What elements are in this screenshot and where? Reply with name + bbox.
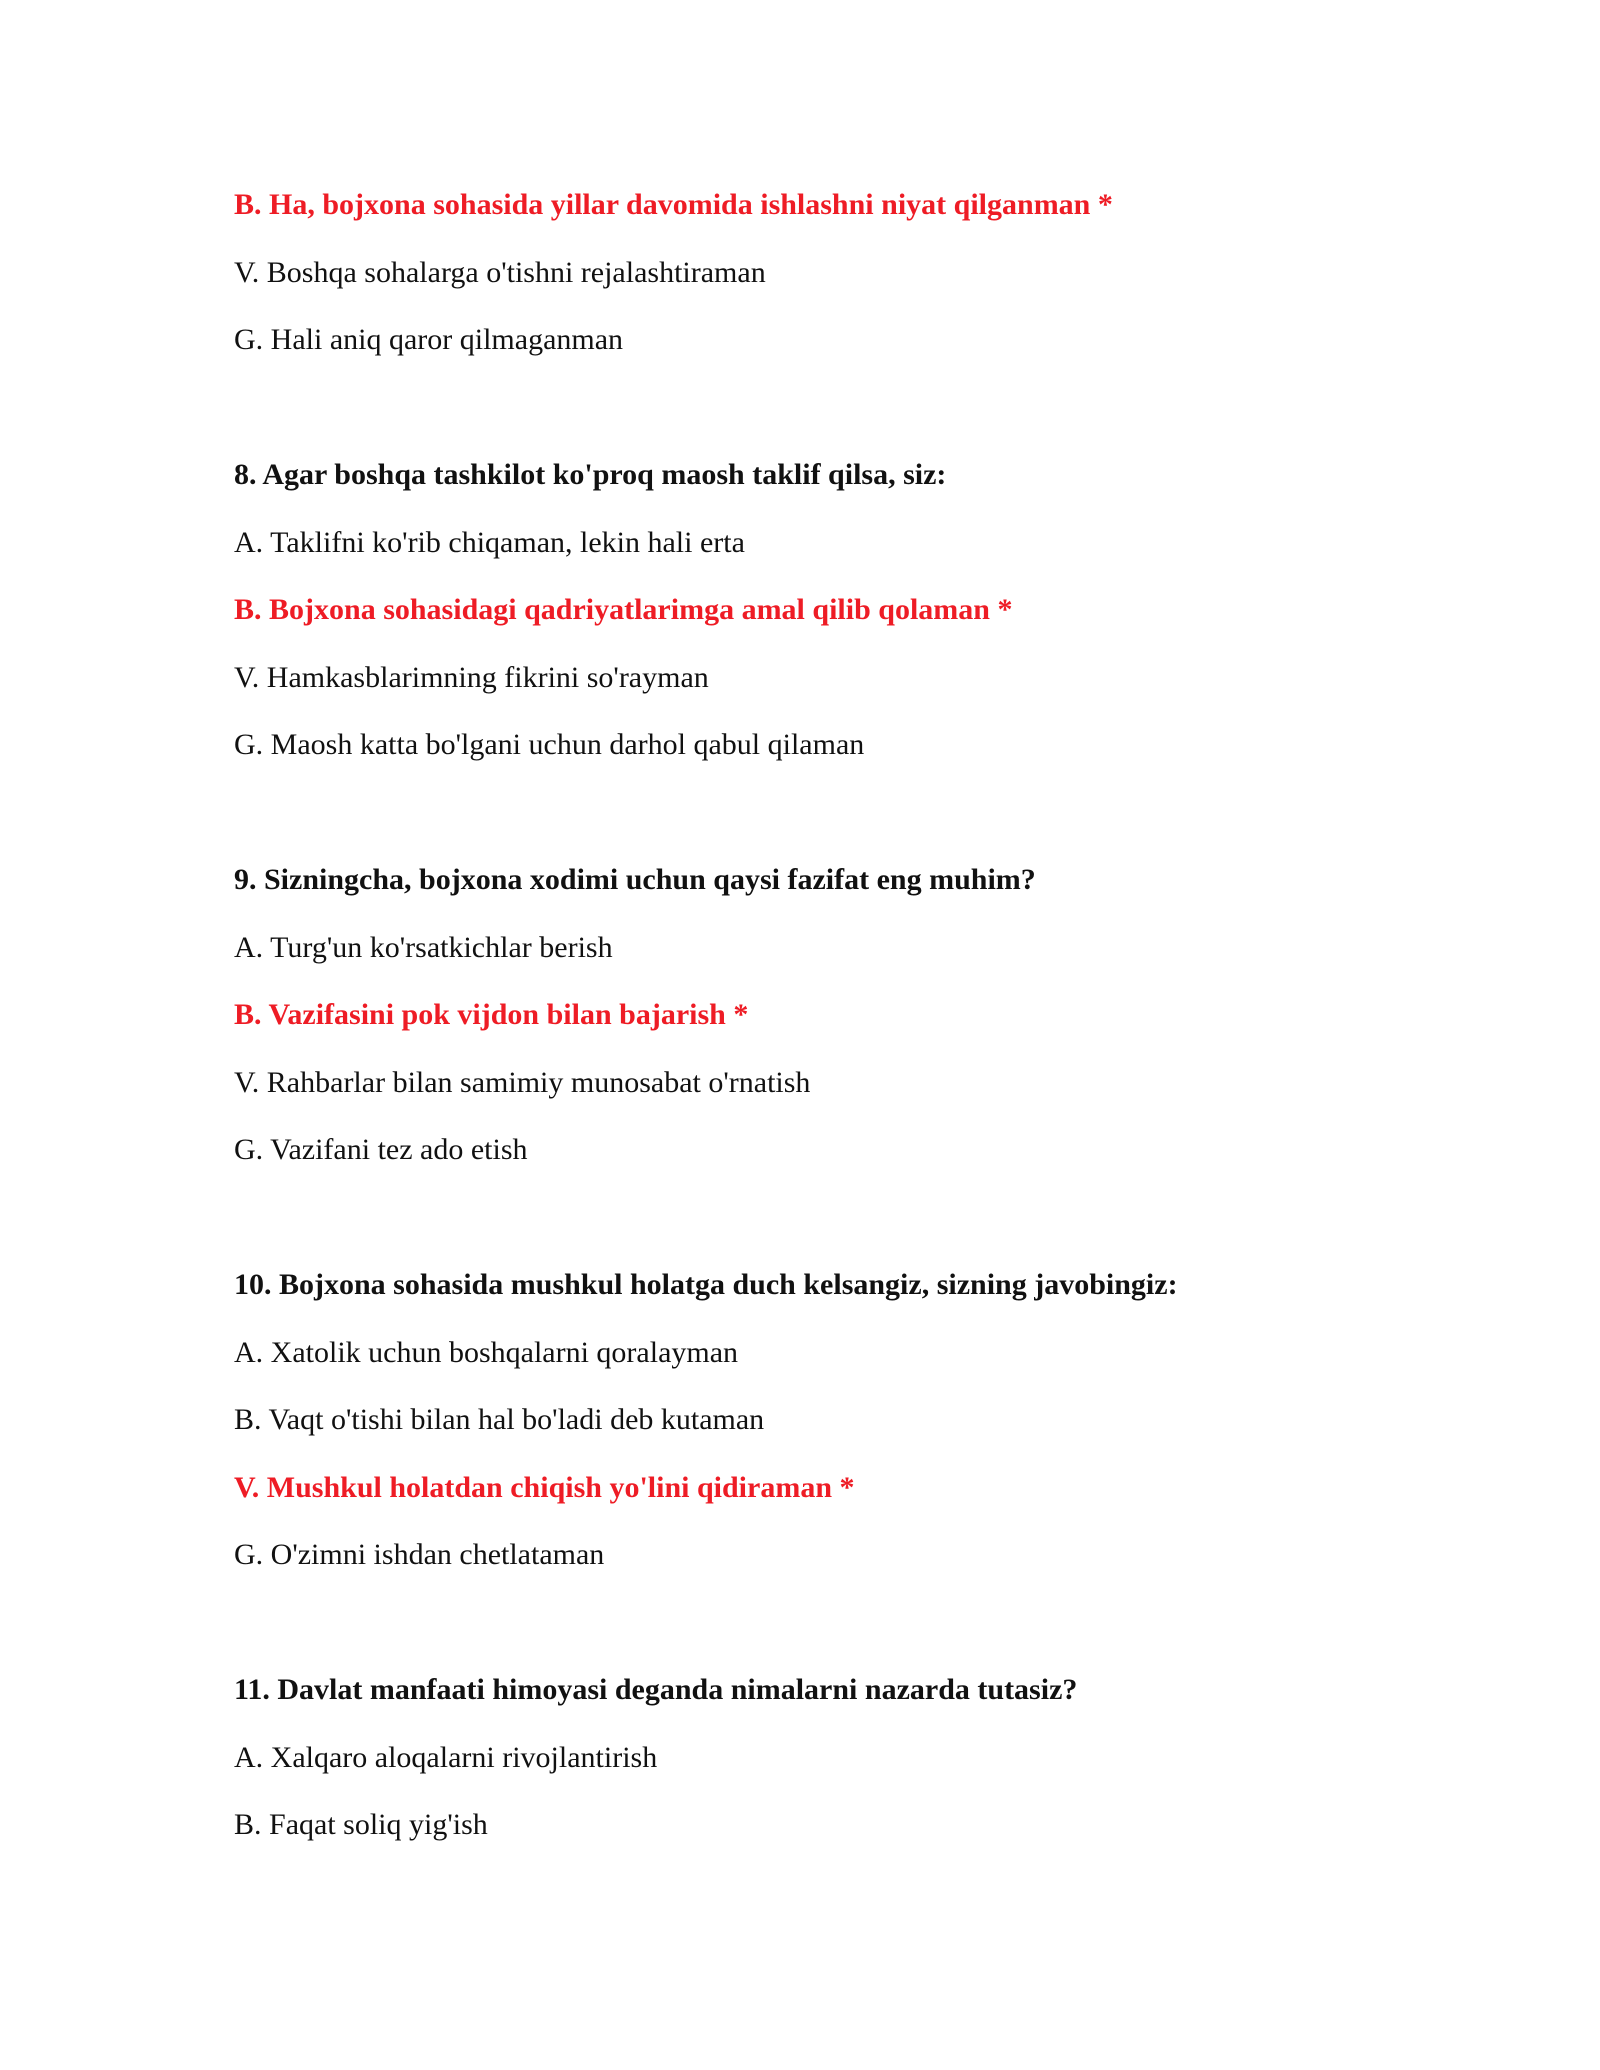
answer-option-correct: B. Bojxona sohasidagi qadriyatlarimga amal qilib qolaman *	[234, 593, 1013, 626]
answer-option-correct: V. Mushkul holatdan chiqish yo'lini qidiraman *	[234, 1470, 855, 1504]
question-title: 11. Davlat manfaati himoyasi deganda nimalarni nazarda tutasiz?	[234, 1673, 1078, 1706]
spacer	[234, 1599, 1414, 1667]
answer-option: A. Xalqaro aloqalarni rivojlantirish	[234, 1740, 658, 1774]
answer-option: B. Faqat soliq yig'ish	[234, 1808, 488, 1841]
answer-option: G. O'zimni ishdan chetlataman	[234, 1538, 605, 1571]
spacer	[234, 384, 1414, 452]
answer-option: V. Boshqa sohalarga o'tishni rejalashtiraman	[234, 255, 766, 289]
answer-option-correct: B. Vazifasini pok vijdon bilan bajarish *	[234, 998, 749, 1031]
answer-option: A. Taklifni ko'rib chiqaman, lekin hali erta	[234, 525, 745, 559]
answer-option: G. Maosh katta bo'lgani uchun darhol qabul qilaman	[234, 728, 865, 761]
question-7-continued	[234, 181, 1414, 384]
question-title: 9. Sizningcha, bojxona xodimi uchun qaysi fazifat eng muhim?	[234, 863, 1036, 896]
spacer	[234, 1194, 1414, 1262]
answer-option: B. Vaqt o'tishi bilan hal bo'ladi deb kutaman	[234, 1403, 765, 1436]
answer-option: G. Hali aniq qaror qilmaganman	[234, 323, 624, 356]
spacer	[234, 789, 1414, 857]
answer-option: A. Xatolik uchun boshqalarni qoralayman	[234, 1335, 739, 1369]
question-8	[234, 451, 1414, 789]
answer-option: V. Hamkasblarimning fikrini so'rayman	[234, 660, 709, 694]
quiz-content	[234, 181, 1414, 1869]
question-9	[234, 856, 1414, 1194]
answer-option: G. Vazifani tez ado etish	[234, 1133, 528, 1166]
question-title: 8. Agar boshqa tashkilot ko'proq maosh taklif qilsa, siz:	[234, 458, 947, 491]
question-title: 10. Bojxona sohasida mushkul holatga duch kelsangiz, sizning javobingiz:	[234, 1268, 1178, 1301]
question-11	[234, 1666, 1414, 1869]
answer-option-correct: B. Ha, bojxona sohasida yillar davomida ishlashni niyat qilganman *	[234, 188, 1113, 221]
question-10	[234, 1261, 1414, 1599]
answer-option: V. Rahbarlar bilan samimiy munosabat o'rnatish	[234, 1065, 811, 1099]
answer-option: A. Turg'un ko'rsatkichlar berish	[234, 930, 613, 964]
